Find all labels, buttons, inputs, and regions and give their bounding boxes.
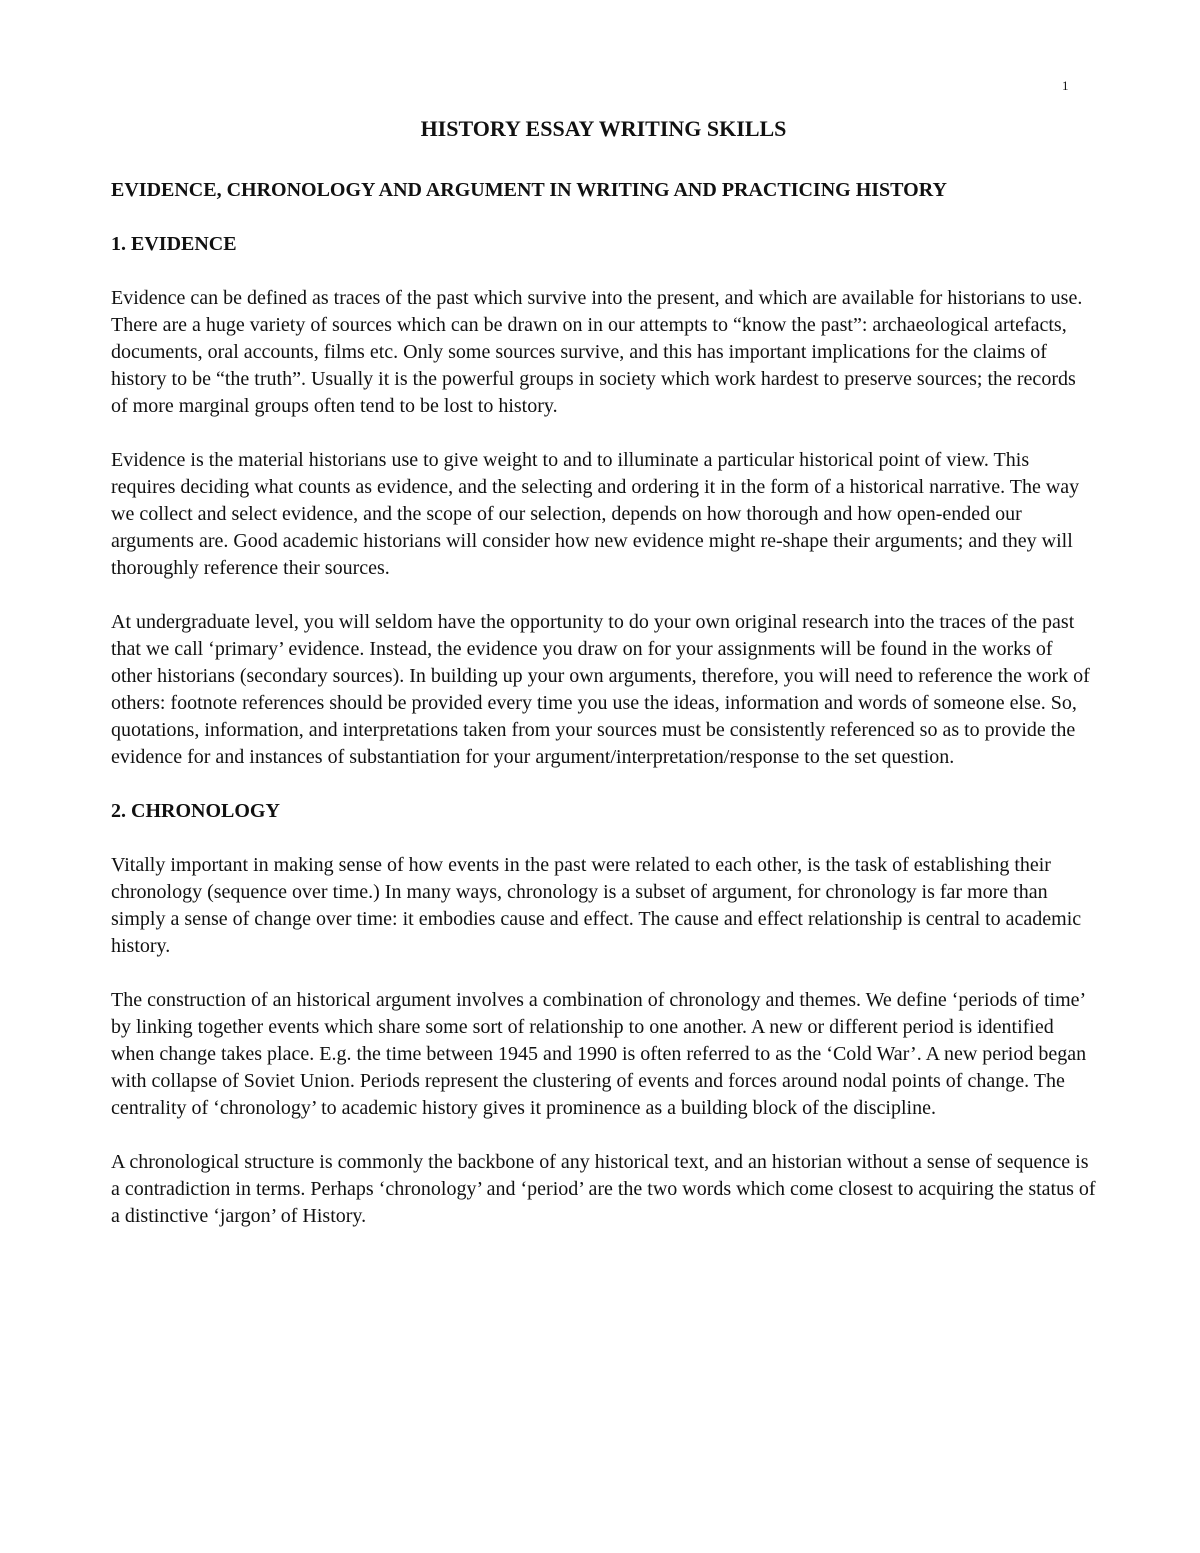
section-evidence <box>111 231 1096 771</box>
section-chronology <box>111 798 1096 1230</box>
paragraph: Evidence is the material historians use to give weight to and to illuminate a particular historical point of view. This requires deciding what counts as evidence, and the selecting and ordering it in the form of a historical narrative. The way we collect and select evidence, and the scope of our selection, depends on how thorough and how open-ended our arguments are. Good academic historians will consider how new evidence might re-shape their arguments; and they will thoroughly reference their sources. <box>111 449 1080 579</box>
paragraph: Evidence can be defined as traces of the past which survive into the present, and which are available for historians to use. There are a huge variety of sources which can be drawn on in our attempts to “know the past”: archaeological artefacts, documents, oral accounts, films etc. Only some sources survive, and this has important implications for the claims of history to be “the truth”. Usually it is the powerful groups in society which work hardest to preserve sources; the records of more marginal groups often tend to be lost to history. <box>111 287 1083 417</box>
document-body <box>111 114 1096 1257</box>
section-heading: 2. CHRONOLOGY <box>111 800 280 822</box>
document-title: HISTORY ESSAY WRITING SKILLS <box>420 116 787 141</box>
section-heading: 1. EVIDENCE <box>111 233 237 255</box>
page-number: 1 <box>1062 78 1069 93</box>
paragraph: The construction of an historical argument involves a combination of chronology and themes. We define ‘periods of time’ by linking together events which share some sort of relationship to one another. A new or different period is identified when change takes place. E.g. the time between 1945 and 1990 is often referred to as the ‘Cold War’. A new period began with collapse of Soviet Union. Periods represent the clustering of events and forces around nodal points of change. The centrality of ‘chronology’ to academic history gives it prominence as a building block of the discipline. <box>111 989 1087 1119</box>
paragraph: A chronological structure is commonly the backbone of any historical text, and an historian without a sense of sequence is a contradiction in terms. Perhaps ‘chronology’ and ‘period’ are the two words which come closest to acquiring the status of a distinctive ‘jargon’ of History. <box>111 1151 1096 1227</box>
paragraph: At undergraduate level, you will seldom have the opportunity to do your own original research into the traces of the past that we call ‘primary’ evidence. Instead, the evidence you draw on for your assignments will be found in the works of other historians (secondary sources). In building up your own arguments, therefore, you will need to reference the work of others: footnote references should be provided every time you use the ideas, information and words of someone else. So, quotations, information, and interpretations taken from your sources must be consistently referenced so as to provide the evidence for and instances of substantiation for your argument/interpretation/response to the set question. <box>111 611 1090 768</box>
document-subtitle: EVIDENCE, CHRONOLOGY AND ARGUMENT IN WRITING AND PRACTICING HISTORY <box>111 179 947 201</box>
paragraph: Vitally important in making sense of how events in the past were related to each other, is the task of establishing their chronology (sequence over time.) In many ways, chronology is a subset of argument, for chronology is far more than simply a sense of change over time: it embodies cause and effect. The cause and effect relationship is central to academic history. <box>111 854 1082 957</box>
